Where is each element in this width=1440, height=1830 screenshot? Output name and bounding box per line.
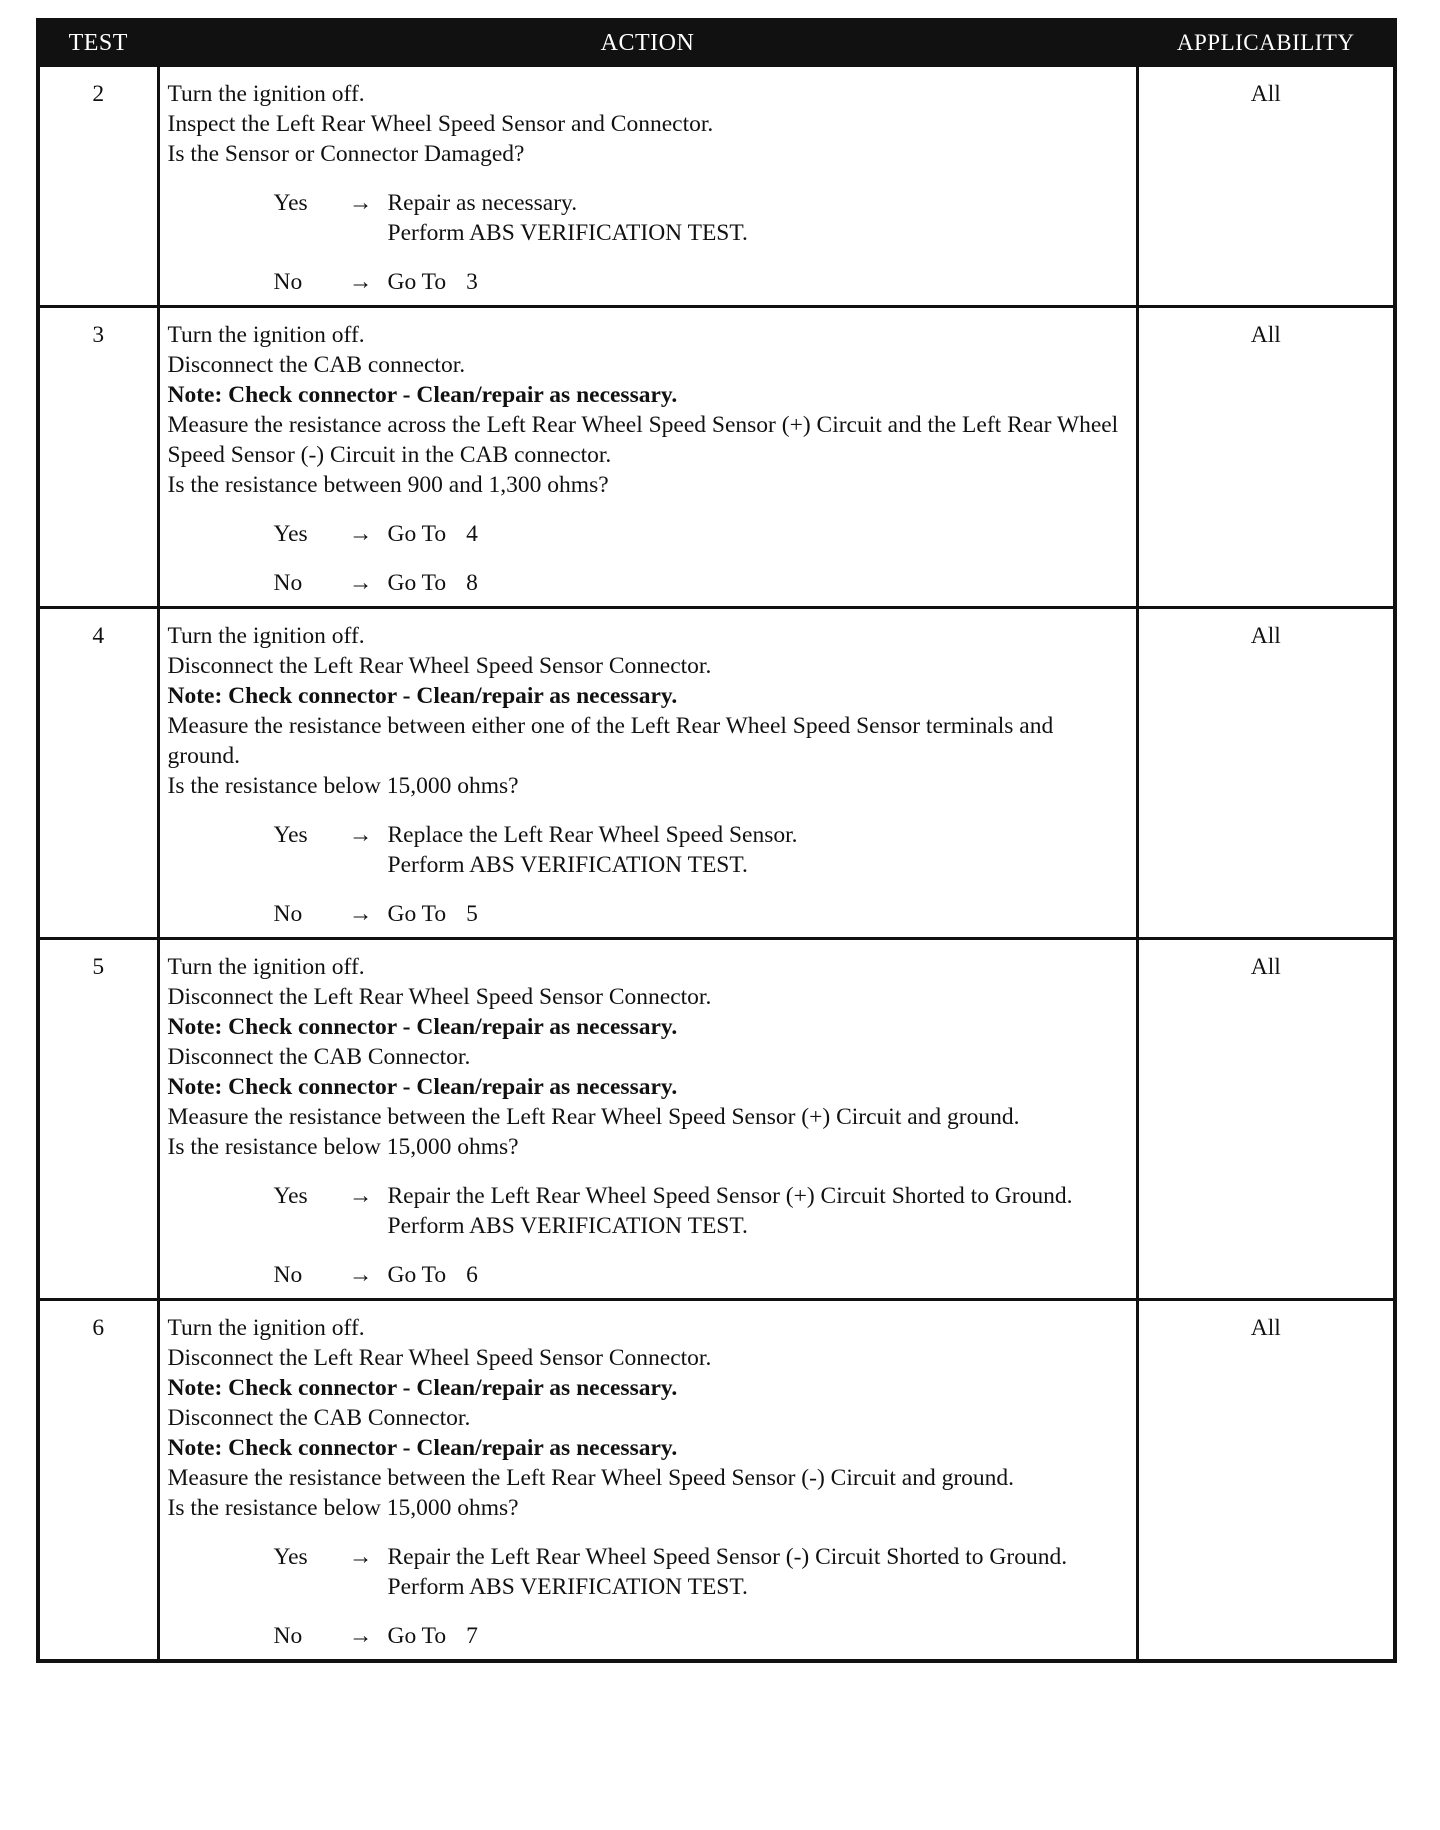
instruction-line: Turn the ignition off. [167,1315,365,1341]
header-action: ACTION [158,20,1137,66]
answer-list [168,1181,1128,1290]
answer-line: Replace the Left Rear Wheel Speed Sensor. [387,822,798,848]
note-line: Note: Check connector - Clean/repair as necessary. [167,683,678,709]
answer-text [388,188,1128,248]
goto-test-number: 3 [466,269,478,295]
diagnostic-table [36,18,1397,1663]
instruction-line: Measure the resistance between the Left Rear Wheel Speed Sensor (-) Circuit and ground. [167,1465,1015,1491]
answer-no [274,568,1128,598]
action-cell [158,608,1137,939]
note-line: Note: Check connector - Clean/repair as necessary. [167,1074,678,1100]
answer-label: No [273,901,303,927]
instruction-line: Measure the resistance between the Left Rear Wheel Speed Sensor (+) Circuit and ground. [167,1104,1020,1130]
instruction-line: Turn the ignition off. [167,954,365,980]
note-line: Note: Check connector - Clean/repair as necessary. [167,1435,678,1461]
note-line: Note: Check connector - Clean/repair as necessary. [167,1375,678,1401]
applicability-cell: All [1137,608,1395,939]
arrow-right-icon: → [348,521,373,547]
goto-test-number: 5 [466,901,478,927]
answer-text [388,820,1128,880]
test-number: 6 [38,1300,158,1662]
instruction-line: Disconnect the CAB Connector. [167,1044,471,1070]
goto-label: Go To [387,570,447,596]
test-number: 4 [38,608,158,939]
goto-test-number: 4 [466,521,478,547]
instruction-line: Is the resistance below 15,000 ohms? [167,1134,519,1160]
instruction-line: Disconnect the Left Rear Wheel Speed Sensor Connector. [167,1345,712,1371]
answer-yes [274,1181,1128,1241]
applicability-cell: All [1137,307,1395,608]
table-body [38,66,1395,1662]
answer-text [388,1621,1128,1651]
applicability-cell: All [1137,66,1395,307]
answer-no [274,267,1128,297]
instruction-line: Disconnect the CAB connector. [167,352,466,378]
instruction-line: Is the resistance below 15,000 ohms? [167,773,519,799]
instruction-line: Disconnect the CAB Connector. [167,1405,471,1431]
instruction-line: Measure the resistance across the Left Rear Wheel Speed Sensor (+) Circuit and the Left Rear Wheel Speed Sensor (-) Circuit in the CAB connector. [167,412,1119,468]
arrow-right-icon: → [348,1544,373,1570]
answer-yes [274,519,1128,549]
table-row [38,66,1395,307]
header-test: TEST [38,20,158,66]
answer-list [168,188,1128,297]
table-row [38,939,1395,1300]
answer-yes [274,188,1128,248]
instruction-line: Disconnect the Left Rear Wheel Speed Sensor Connector. [167,984,712,1010]
action-cell [158,939,1137,1300]
instruction-line: Is the resistance between 900 and 1,300 ohms? [167,472,609,498]
answer-line: Perform ABS VERIFICATION TEST. [387,1574,748,1600]
answer-text [388,899,1128,929]
note-line: Note: Check connector - Clean/repair as necessary. [167,382,678,408]
answer-line: Perform ABS VERIFICATION TEST. [387,220,748,246]
goto-label: Go To [387,1262,447,1288]
answer-line: Repair the Left Rear Wheel Speed Sensor (+) Circuit Shorted to Ground. [387,1183,1073,1209]
answer-text [388,1260,1128,1290]
answer-yes [274,820,1128,880]
goto-label: Go To [387,901,447,927]
answer-label: No [273,1262,303,1288]
diagnostic-sheet [36,18,1393,1663]
answer-line: Perform ABS VERIFICATION TEST. [387,1213,748,1239]
applicability-cell: All [1137,939,1395,1300]
answer-list [168,1542,1128,1651]
answer-label: Yes [273,190,308,216]
test-number: 2 [38,66,158,307]
answer-text [388,519,1128,549]
answer-no [274,1621,1128,1651]
goto-label: Go To [387,1623,447,1649]
answer-list [168,519,1128,598]
answer-no [274,899,1128,929]
arrow-right-icon: → [348,570,373,596]
answer-label: No [273,570,303,596]
table-row [38,307,1395,608]
answer-line: Repair as necessary. [387,190,578,216]
answer-text [388,1542,1128,1602]
answer-label: Yes [273,822,308,848]
arrow-right-icon: → [348,901,373,927]
arrow-right-icon: → [348,1183,373,1209]
instruction-line: Is the resistance below 15,000 ohms? [167,1495,519,1521]
instruction-line: Inspect the Left Rear Wheel Speed Sensor and Connector. [167,111,714,137]
answer-list [168,820,1128,929]
table-row [38,608,1395,939]
arrow-right-icon: → [348,269,373,295]
instruction-line: Turn the ignition off. [167,81,365,107]
goto-label: Go To [387,521,447,547]
instruction-line: Turn the ignition off. [167,322,365,348]
action-cell [158,1300,1137,1662]
arrow-right-icon: → [348,822,373,848]
answer-text [388,1181,1128,1241]
goto-label: Go To [387,269,447,295]
answer-label: No [273,1623,303,1649]
instruction-line: Is the Sensor or Connector Damaged? [167,141,525,167]
action-cell [158,307,1137,608]
answer-label: Yes [273,521,308,547]
arrow-right-icon: → [348,1623,373,1649]
goto-test-number: 6 [466,1262,478,1288]
answer-label: No [273,269,303,295]
answer-no [274,1260,1128,1290]
arrow-right-icon: → [348,190,373,216]
answer-line: Repair the Left Rear Wheel Speed Sensor (-) Circuit Shorted to Ground. [387,1544,1068,1570]
applicability-cell: All [1137,1300,1395,1662]
instruction-line: Turn the ignition off. [167,623,365,649]
answer-label: Yes [273,1544,308,1570]
test-number: 3 [38,307,158,608]
goto-test-number: 7 [466,1623,478,1649]
goto-test-number: 8 [466,570,478,596]
action-cell [158,66,1137,307]
instruction-line: Disconnect the Left Rear Wheel Speed Sensor Connector. [167,653,712,679]
answer-yes [274,1542,1128,1602]
instruction-line: Measure the resistance between either one of the Left Rear Wheel Speed Sensor terminals and ground. [167,713,1054,769]
note-line: Note: Check connector - Clean/repair as necessary. [167,1014,678,1040]
test-number: 5 [38,939,158,1300]
answer-line: Perform ABS VERIFICATION TEST. [387,852,748,878]
table-header-row [38,20,1395,66]
table-row [38,1300,1395,1662]
header-applicability: APPLICABILITY [1137,20,1395,66]
answer-text [388,568,1128,598]
answer-label: Yes [273,1183,308,1209]
answer-text [388,267,1128,297]
arrow-right-icon: → [348,1262,373,1288]
